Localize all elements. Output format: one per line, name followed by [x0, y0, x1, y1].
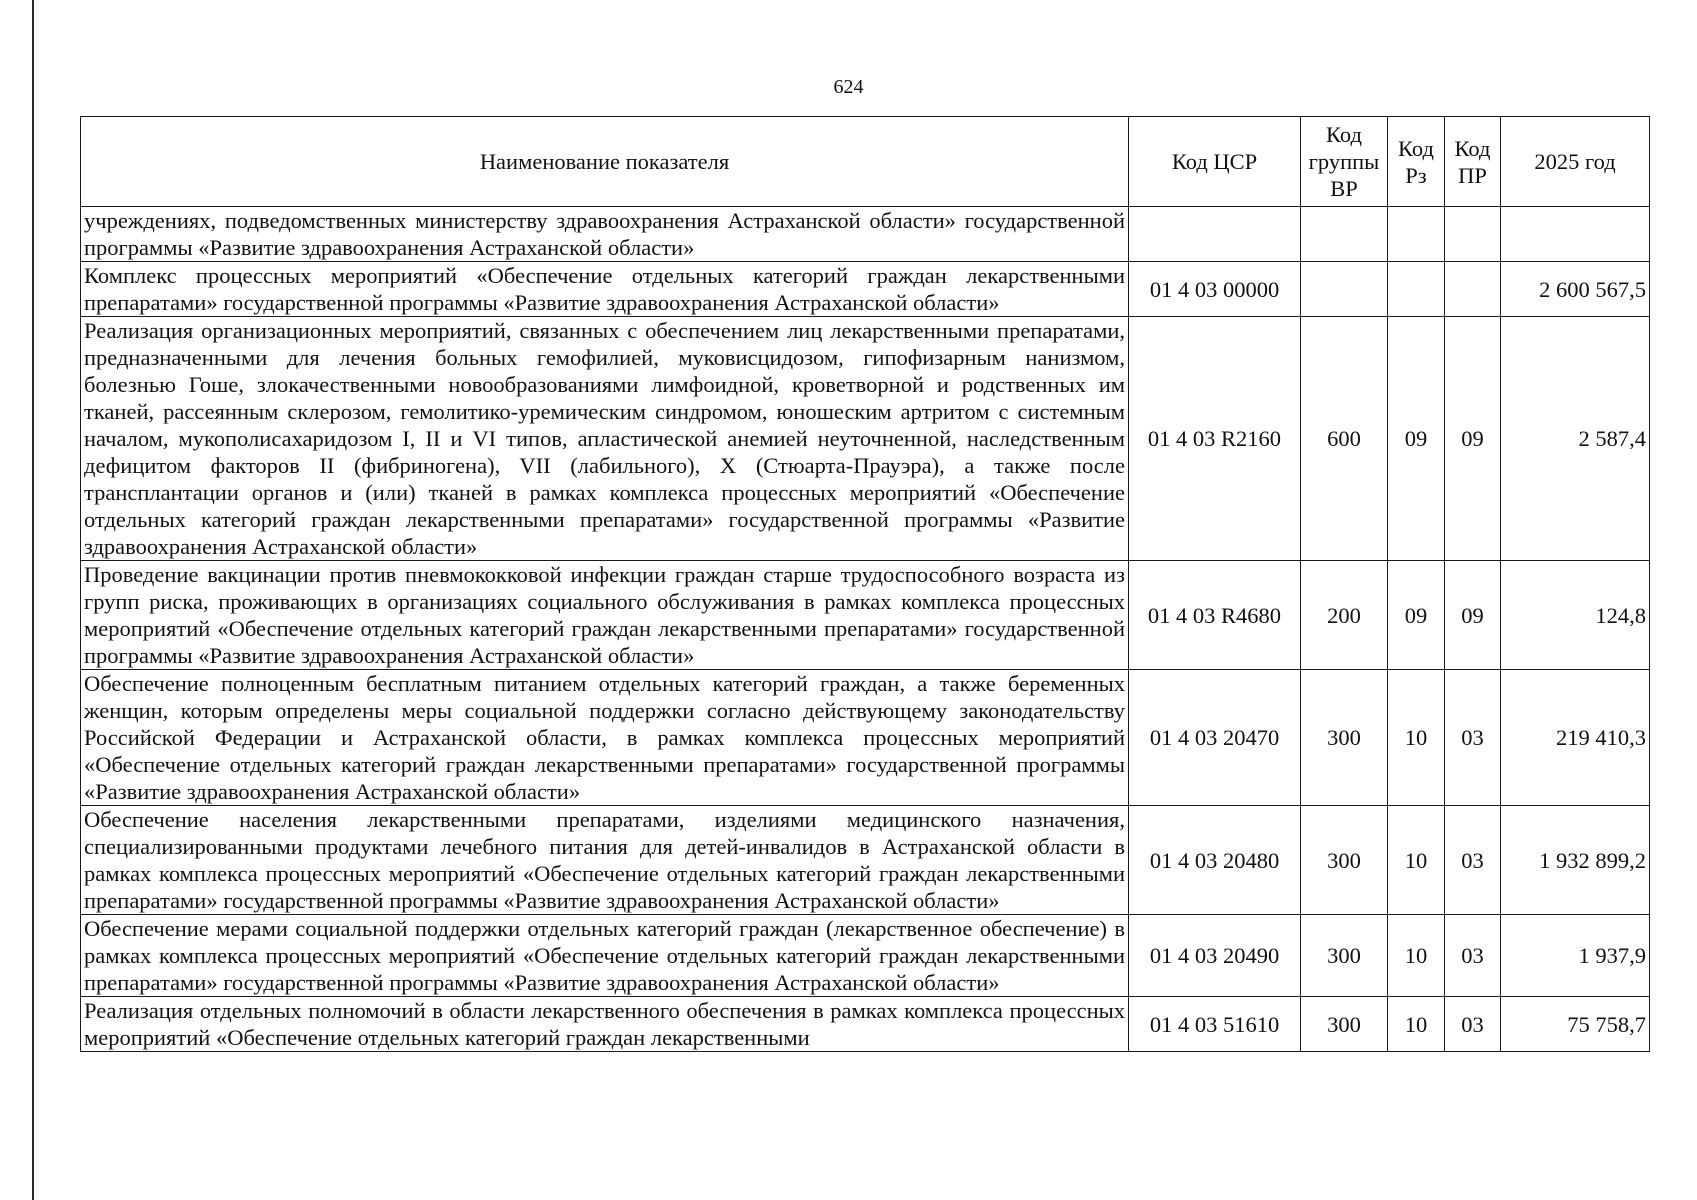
row-vr-cell [1301, 262, 1388, 317]
row-amount-cell: 75 758,7 [1501, 997, 1650, 1052]
row-rz-cell: 10 [1388, 915, 1445, 997]
header-year: 2025 год [1501, 117, 1650, 207]
row-name-cell: Комплекс процессных мероприятий «Обеспечение отдельных категорий граждан лекарственными препаратами» государственной программы «Развитие здравоохранения Астраханской области» [81, 262, 1129, 317]
page-number: 624 [833, 76, 864, 98]
table-row [81, 670, 1650, 806]
row-rz-cell [1388, 207, 1445, 262]
row-csr-cell: 01 4 03 51610 [1129, 997, 1301, 1052]
row-pr-cell: 03 [1445, 806, 1501, 915]
row-amount-cell: 124,8 [1501, 561, 1650, 670]
header-csr: Код ЦСР [1129, 117, 1301, 207]
row-pr-cell [1445, 207, 1501, 262]
table-row [81, 317, 1650, 561]
table-row [81, 207, 1650, 262]
row-name-cell: Обеспечение мерами социальной поддержки отдельных категорий граждан (лекарственное обеспечение) в рамках комплекса процессных мероприятий «Обеспечение отдельных категорий граждан лекарственными препаратами» государственной программы «Развитие здравоохранения Астраханской области» [81, 915, 1129, 997]
row-rz-cell: 10 [1388, 806, 1445, 915]
row-amount-cell [1501, 207, 1650, 262]
row-name-cell: Реализация организационных мероприятий, связанных с обеспечением лиц лекарственными препаратами, предназначенными для лечения больных гемофилией, муковисцидозом, гипофизарным нанизмом, болезнью Гоше, злокачественными новообразованиями лимфоидной, кроветворной и родственных им тканей, рассеянным склерозом, гемолитико-уремическим синдромом, юношеским артритом с системным началом, мукополисахаридозом I, II и VI типов, апластической анемией неуточненной, наследственным дефицитом факторов II (фибриногена), VII (лабильного), X (Стюарта-Прауэра), а также после трансплантации органов и (или) тканей в рамках комплекса процессных мероприятий «Обеспечение отдельных категорий граждан лекарственными препаратами» государственной программы «Развитие здравоохранения Астраханской области» [81, 317, 1129, 561]
row-name-cell: Обеспечение населения лекарственными препаратами, изделиями медицинского назначения, специализированными продуктами лечебного питания для детей-инвалидов в Астраханской области в рамках комплекса процессных мероприятий «Обеспечение отдельных категорий граждан лекарственными препаратами» государственной программы «Развитие здравоохранения Астраханской области» [81, 806, 1129, 915]
row-pr-cell: 03 [1445, 997, 1501, 1052]
row-amount-cell: 219 410,3 [1501, 670, 1650, 806]
row-amount-cell: 2 600 567,5 [1501, 262, 1650, 317]
row-vr-cell: 200 [1301, 561, 1388, 670]
row-csr-cell: 01 4 03 20470 [1129, 670, 1301, 806]
row-rz-cell: 09 [1388, 561, 1445, 670]
table-row [81, 806, 1650, 915]
row-csr-cell: 01 4 03 R4680 [1129, 561, 1301, 670]
row-vr-cell [1301, 207, 1388, 262]
row-pr-cell: 03 [1445, 670, 1501, 806]
row-vr-cell: 300 [1301, 670, 1388, 806]
row-pr-cell [1445, 262, 1501, 317]
row-pr-cell: 09 [1445, 561, 1501, 670]
row-rz-cell [1388, 262, 1445, 317]
row-pr-cell: 03 [1445, 915, 1501, 997]
row-name-cell: учреждениях, подведомственных министерству здравоохранения Астраханской области» государственной программы «Развитие здравоохранения Астраханской области» [81, 207, 1129, 262]
row-pr-cell: 09 [1445, 317, 1501, 561]
row-name-cell: Обеспечение полноценным бесплатным питанием отдельных категорий граждан, а также беременных женщин, которым определены меры социальной поддержки согласно действующему законодательству Российской Федерации и Астраханской области, в рамках комплекса процессных мероприятий «Обеспечение отдельных категорий граждан лекарственными препаратами» государственной программы «Развитие здравоохранения Астраханской области» [81, 670, 1129, 806]
row-csr-cell [1129, 207, 1301, 262]
table-header-row [81, 117, 1650, 207]
row-vr-cell: 600 [1301, 317, 1388, 561]
row-csr-cell: 01 4 03 R2160 [1129, 317, 1301, 561]
row-csr-cell: 01 4 03 20480 [1129, 806, 1301, 915]
page-left-edge-rule [32, 0, 34, 1200]
row-csr-cell: 01 4 03 20490 [1129, 915, 1301, 997]
table-row [81, 561, 1650, 670]
row-vr-cell: 300 [1301, 915, 1388, 997]
row-rz-cell: 10 [1388, 670, 1445, 806]
table-row [81, 915, 1650, 997]
row-name-cell: Реализация отдельных полномочий в области лекарственного обеспечения в рамках комплекса процессных мероприятий «Обеспечение отдельных категорий граждан лекарственными [81, 997, 1129, 1052]
row-amount-cell: 1 932 899,2 [1501, 806, 1650, 915]
row-rz-cell: 10 [1388, 997, 1445, 1052]
table-row [81, 997, 1650, 1052]
row-csr-cell: 01 4 03 00000 [1129, 262, 1301, 317]
header-rz: Код Рз [1388, 117, 1445, 207]
header-pr: Код ПР [1445, 117, 1501, 207]
row-vr-cell: 300 [1301, 997, 1388, 1052]
budget-table [80, 116, 1650, 1052]
row-amount-cell: 2 587,4 [1501, 317, 1650, 561]
header-vr: Код группы ВР [1301, 117, 1388, 207]
row-amount-cell: 1 937,9 [1501, 915, 1650, 997]
row-rz-cell: 09 [1388, 317, 1445, 561]
row-name-cell: Проведение вакцинации против пневмококковой инфекции граждан старше трудоспособного возраста из групп риска, проживающих в организациях социального обслуживания в рамках комплекса процессных мероприятий «Обеспечение отдельных категорий граждан лекарственными препаратами» государственной программы «Развитие здравоохранения Астраханской области» [81, 561, 1129, 670]
row-vr-cell: 300 [1301, 806, 1388, 915]
table-row [81, 262, 1650, 317]
header-name: Наименование показателя [81, 117, 1129, 207]
